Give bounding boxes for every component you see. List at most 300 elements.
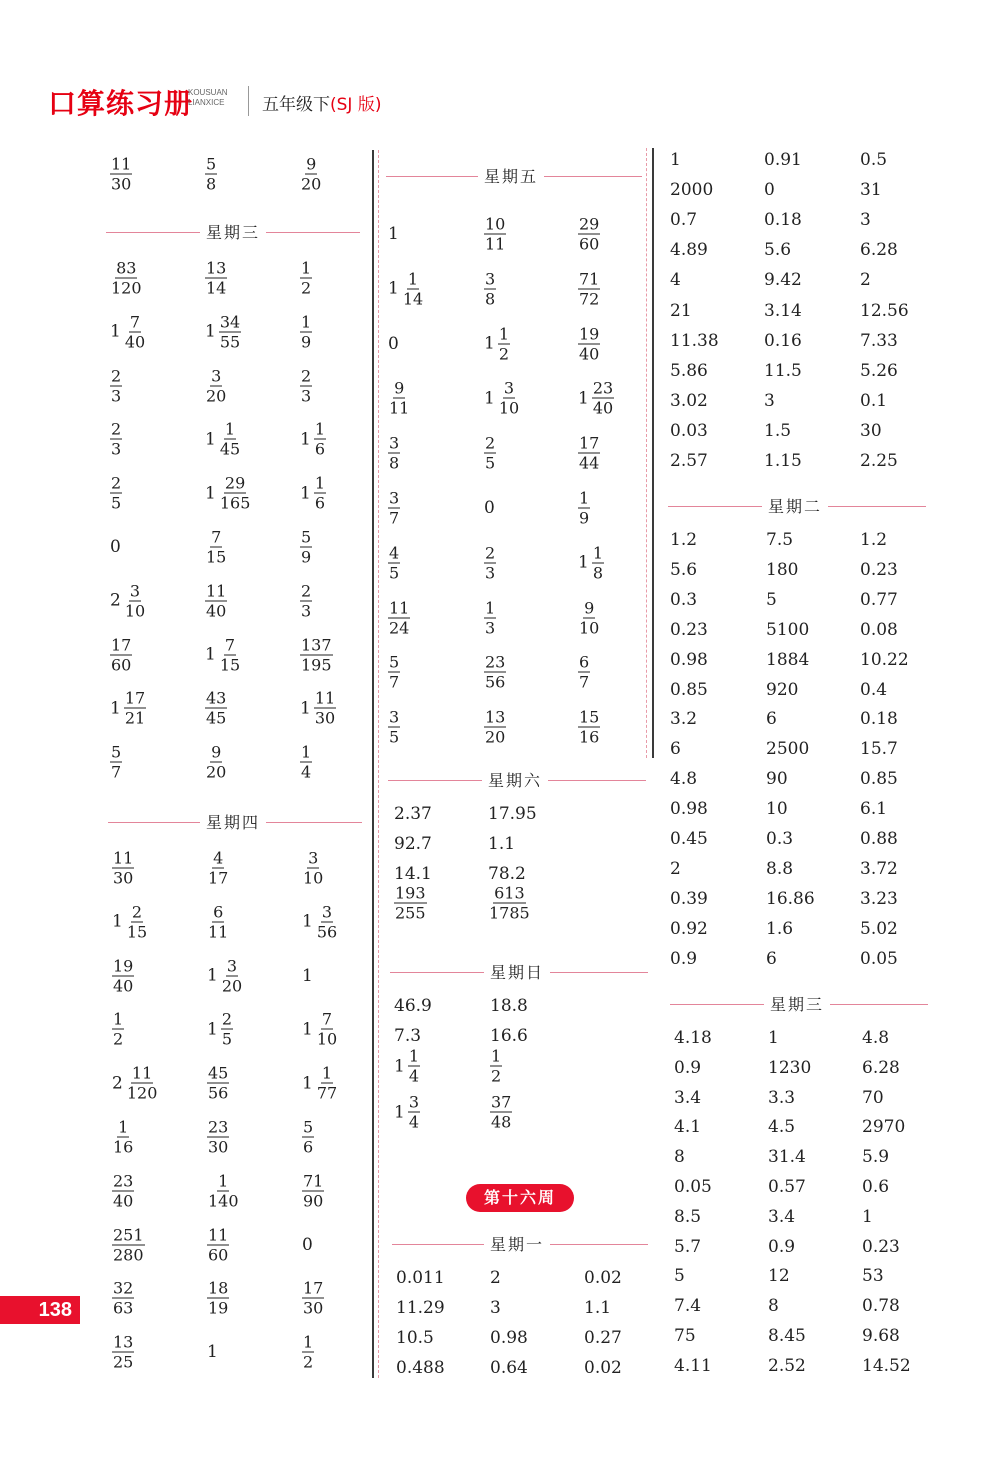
- numerator: 3: [389, 433, 400, 453]
- answer-number: 4.8: [862, 1028, 890, 1048]
- answer-fraction: [484, 379, 520, 418]
- answer-cell: [862, 1207, 873, 1227]
- fraction-body: [112, 1225, 145, 1264]
- fraction-body: [314, 689, 336, 728]
- answer-fraction: [110, 743, 122, 782]
- numerator: 6: [213, 902, 224, 922]
- answer-fraction: [578, 708, 600, 747]
- answer-cell: [860, 590, 898, 610]
- answer-cell: [302, 902, 338, 941]
- answer-number: 0.1: [860, 390, 888, 411]
- answer-cell: [302, 849, 324, 888]
- denominator: 56: [316, 922, 338, 942]
- answer-number: 1: [207, 1342, 218, 1363]
- denominator: 44: [579, 453, 600, 473]
- denominator: 45: [206, 708, 227, 728]
- answer-fraction: [205, 259, 227, 298]
- answer-cell: [860, 889, 898, 909]
- answer-cell: [300, 528, 312, 567]
- answer-fraction: [207, 956, 243, 995]
- answer-number: 11.38: [670, 330, 719, 351]
- answer-cell: [768, 1117, 795, 1137]
- fraction-body: [221, 956, 243, 995]
- fraction-body: [124, 581, 146, 620]
- answer-cell: [764, 270, 802, 290]
- fraction-body: [205, 155, 217, 194]
- fraction-body: [498, 324, 510, 363]
- book-title: 口算练习册: [48, 87, 194, 120]
- denominator: 10: [303, 868, 324, 888]
- answer-cell: [670, 680, 708, 700]
- answer-number: 10: [766, 799, 788, 820]
- answer-cell: [768, 1296, 779, 1316]
- whole-part: 1: [110, 698, 121, 719]
- answer-number: 75: [674, 1326, 696, 1346]
- answer-number: 6.1: [860, 799, 888, 820]
- fraction-body: [300, 366, 312, 405]
- answer-cell: [110, 537, 121, 557]
- whole-part: 1: [205, 644, 216, 665]
- answer-number: 11.29: [396, 1298, 445, 1318]
- answer-number: 0.45: [670, 829, 708, 849]
- answer-cell: [112, 1171, 134, 1210]
- answer-fraction: [302, 1118, 314, 1157]
- denominator: 20: [206, 762, 227, 782]
- answer-number: 0: [764, 180, 775, 201]
- answer-cell: [670, 620, 708, 640]
- answer-cell: [584, 1328, 622, 1348]
- answer-number: 0.03: [670, 420, 708, 441]
- answer-cell: [205, 689, 227, 728]
- fraction-body: [484, 708, 506, 747]
- fraction-body: [388, 708, 400, 747]
- answer-fraction: [207, 1225, 229, 1264]
- fraction-body: [484, 215, 506, 254]
- denominator: 14: [206, 278, 227, 298]
- answer-cell: [862, 1296, 900, 1316]
- fraction-body: [490, 1047, 502, 1086]
- answer-number: 3.4: [674, 1087, 702, 1108]
- answer-cell: [670, 180, 713, 200]
- answer-cell: [764, 421, 791, 441]
- denominator: 11: [485, 234, 506, 254]
- answer-number: 1: [670, 150, 681, 170]
- answer-fraction: [112, 1010, 124, 1049]
- answer-cell: [302, 1279, 324, 1318]
- numerator: 4: [389, 543, 400, 563]
- answer-number: 0.39: [670, 888, 708, 909]
- answer-number: 0.77: [860, 589, 898, 610]
- answer-cell: [205, 581, 227, 620]
- answer-cell: [764, 240, 791, 260]
- denominator: 3: [111, 439, 122, 459]
- version-text: (SJ 版): [330, 95, 382, 115]
- denominator: 2: [113, 1029, 124, 1049]
- answer-cell: [674, 1177, 712, 1197]
- numerator: 29: [579, 214, 600, 234]
- answer-number: 0.6: [862, 1177, 890, 1197]
- answer-number: 0.02: [584, 1268, 622, 1288]
- answer-cell: [766, 739, 809, 759]
- answer-fraction: [394, 1047, 420, 1086]
- answer-number: 6: [766, 709, 777, 730]
- section-title: 星期三: [764, 992, 830, 1015]
- fraction-body: [300, 312, 312, 351]
- answer-cell: [584, 1268, 622, 1288]
- answer-cell: [302, 1235, 313, 1255]
- answer-cell: [207, 1064, 229, 1103]
- column-divider-2: [652, 148, 654, 758]
- numerator: 7: [129, 312, 141, 332]
- denominator: 24: [389, 618, 410, 638]
- answer-cell: [674, 1266, 685, 1286]
- answer-fraction: [578, 543, 604, 582]
- answer-fraction: [205, 155, 217, 194]
- answer-fraction: [207, 902, 229, 941]
- answer-cell: [484, 653, 506, 692]
- numerator: 1: [314, 419, 326, 439]
- answer-cell: [862, 1266, 884, 1286]
- answer-cell: [207, 956, 243, 995]
- denominator: 15: [219, 655, 241, 675]
- answer-cell: [584, 1358, 622, 1378]
- answer-cell: [488, 804, 537, 824]
- fraction-body: [484, 653, 506, 692]
- answer-cell: [394, 834, 432, 854]
- answer-fraction: [578, 653, 590, 692]
- numerator: 34: [219, 312, 241, 332]
- answer-fraction: [110, 581, 146, 620]
- whole-part: 1: [388, 278, 399, 299]
- answer-number: 0.27: [584, 1328, 622, 1348]
- denominator: 10: [316, 1029, 338, 1049]
- answer-cell: [112, 1279, 134, 1318]
- answer-cell: [484, 598, 496, 637]
- denominator: 2: [491, 1066, 502, 1086]
- answer-number: 0.3: [766, 829, 794, 849]
- answer-fraction: [300, 635, 333, 674]
- fraction-body: [578, 708, 600, 747]
- section-header-col1_thu: [108, 810, 362, 834]
- numerator: 3: [389, 707, 400, 727]
- numerator: 5: [303, 1117, 314, 1137]
- answer-number: 5100: [766, 619, 810, 640]
- denominator: 5: [389, 727, 400, 747]
- answer-fraction: [207, 1279, 229, 1318]
- answer-number: 2: [490, 1268, 501, 1288]
- answer-cell: [766, 650, 809, 670]
- denominator: 4: [408, 1066, 420, 1086]
- fraction-body: [484, 269, 496, 308]
- numerator: 3: [211, 366, 222, 386]
- answer-cell: [205, 528, 227, 567]
- fraction-body: [207, 1064, 229, 1103]
- whole-part: 1: [484, 333, 495, 354]
- header-divider: [248, 86, 249, 116]
- numerator: 137: [301, 635, 332, 655]
- denominator: 9: [301, 547, 312, 567]
- whole-part: 2: [110, 590, 121, 611]
- book-pinyin: [188, 88, 248, 108]
- fraction-body: [388, 434, 400, 473]
- fraction-body: [302, 1333, 314, 1372]
- answer-fraction: [300, 743, 312, 782]
- answer-number: 11.5: [764, 360, 802, 381]
- fraction-body: [124, 689, 146, 728]
- numerator: 11: [111, 154, 132, 174]
- answer-cell: [110, 474, 122, 513]
- answer-cell: [766, 590, 777, 610]
- answer-cell: [768, 1266, 790, 1286]
- fraction-body: [592, 543, 604, 582]
- fraction-body: [219, 312, 241, 351]
- answer-number: 1: [388, 224, 399, 244]
- answer-cell: [860, 709, 898, 729]
- answer-fraction: [207, 849, 229, 888]
- denominator: 120: [111, 278, 142, 298]
- answer-number: 7.4: [674, 1296, 702, 1317]
- answer-number: 2.52: [768, 1355, 806, 1376]
- whole-part: 1: [394, 1056, 405, 1076]
- answer-number: 16.6: [490, 1026, 528, 1046]
- answer-fraction: [112, 956, 134, 995]
- section-header-col1_wed: [106, 220, 360, 244]
- fraction-body: [110, 635, 132, 674]
- denominator: 5: [389, 563, 400, 583]
- answer-cell: [394, 1093, 420, 1132]
- answer-cell: [578, 598, 600, 637]
- answer-fraction: [300, 259, 312, 298]
- answer-cell: [768, 1237, 795, 1257]
- whole-part: 1: [302, 911, 313, 932]
- denominator: 1785: [489, 903, 530, 923]
- denominator: 2: [301, 278, 312, 298]
- answer-cell: [862, 1088, 884, 1108]
- fraction-body: [112, 1171, 134, 1210]
- numerator: 2: [485, 543, 496, 563]
- answer-cell: [670, 331, 719, 351]
- answer-cell: [490, 1026, 528, 1046]
- answer-fraction: [388, 708, 400, 747]
- answer-cell: [766, 530, 793, 550]
- answer-number: 4.11: [674, 1355, 712, 1376]
- denominator: 10: [124, 601, 146, 621]
- numerator: 3: [389, 488, 400, 508]
- fraction-body: [207, 1171, 240, 1210]
- answer-number: 3: [764, 390, 775, 411]
- denominator: 19: [208, 1298, 229, 1318]
- answer-fraction: [300, 366, 312, 405]
- answer-number: 0.88: [860, 829, 898, 849]
- answer-number: 5.6: [764, 240, 792, 261]
- answer-cell: [396, 1268, 445, 1288]
- answer-number: 0.05: [860, 948, 898, 969]
- numerator: 71: [303, 1171, 324, 1191]
- answer-number: 9.42: [764, 270, 802, 291]
- answer-cell: [862, 1356, 911, 1376]
- answer-fraction: [205, 528, 227, 567]
- denominator: 6: [303, 1137, 314, 1157]
- numerator: 9: [584, 598, 595, 618]
- answer-cell: [388, 379, 410, 418]
- answer-number: 1.6: [766, 918, 794, 939]
- answer-cell: [670, 530, 697, 550]
- answer-number: 0.02: [584, 1358, 622, 1378]
- fraction-body: [490, 1093, 512, 1132]
- answer-fraction: [300, 474, 326, 513]
- numerator: 2: [111, 473, 122, 493]
- numerator: 2: [221, 1009, 233, 1029]
- answer-fraction: [110, 312, 146, 351]
- answer-cell: [205, 474, 251, 513]
- whole-part: 1: [302, 1073, 313, 1094]
- answer-fraction: [205, 689, 227, 728]
- answer-fraction: [578, 269, 600, 308]
- denominator: 8: [592, 563, 604, 583]
- numerator: 1: [301, 312, 312, 332]
- fraction-body: [300, 743, 312, 782]
- answer-fraction: [484, 434, 496, 473]
- numerator: 10: [485, 214, 506, 234]
- answer-fraction: [388, 598, 410, 637]
- denominator: 3: [301, 601, 312, 621]
- fraction-body: [484, 434, 496, 473]
- answer-cell: [300, 743, 312, 782]
- answer-cell: [205, 635, 241, 674]
- answer-cell: [670, 421, 708, 441]
- answer-cell: [860, 650, 909, 670]
- answer-number: 0.91: [764, 150, 802, 170]
- answer-fraction: [112, 849, 134, 888]
- denominator: 15: [206, 547, 227, 567]
- answer-number: 0.9: [674, 1057, 702, 1078]
- answer-cell: [484, 708, 506, 747]
- answer-number: 4.1: [674, 1117, 702, 1138]
- answer-fraction: [207, 1010, 233, 1049]
- answer-cell: [768, 1058, 811, 1078]
- answer-fraction: [490, 1047, 502, 1086]
- answer-fraction: [394, 1093, 420, 1132]
- answer-cell: [766, 560, 798, 580]
- answer-cell: [484, 269, 496, 308]
- denominator: 60: [208, 1245, 229, 1265]
- fraction-body: [124, 312, 146, 351]
- column-divider-1-dash: [378, 150, 379, 1378]
- denominator: 195: [301, 655, 332, 675]
- denominator: 8: [389, 453, 400, 473]
- answer-cell: [490, 996, 528, 1016]
- answer-cell: [205, 259, 227, 298]
- fraction-body: [112, 1333, 134, 1372]
- answer-cell: [860, 560, 898, 580]
- answer-cell: [207, 902, 229, 941]
- answer-number: 2.57: [670, 451, 708, 471]
- fraction-body: [302, 1279, 324, 1318]
- answer-number: 4.5: [768, 1117, 796, 1138]
- answer-number: 12: [768, 1266, 790, 1287]
- answer-number: 1.5: [764, 420, 792, 441]
- numerator: 3: [485, 269, 496, 289]
- denominator: 4: [408, 1112, 420, 1132]
- numerator: 11: [206, 581, 227, 601]
- answer-cell: [860, 150, 887, 170]
- answer-cell: [670, 889, 708, 909]
- answer-number: 0.57: [768, 1177, 806, 1197]
- answer-cell: [302, 1333, 314, 1372]
- numerator: 19: [579, 324, 600, 344]
- answer-fraction: [578, 324, 600, 363]
- answer-cell: [110, 312, 146, 351]
- answer-number: 0.85: [670, 679, 708, 700]
- answer-cell: [766, 919, 793, 939]
- answer-cell: [674, 1356, 712, 1376]
- fraction-body: [112, 849, 134, 888]
- answer-number: 5.9: [862, 1147, 890, 1168]
- denominator: 30: [111, 174, 132, 194]
- denominator: 77: [316, 1083, 338, 1103]
- answer-number: 2000: [670, 180, 714, 201]
- answer-cell: [302, 1171, 324, 1210]
- answer-cell: [584, 1298, 611, 1318]
- denominator: 63: [113, 1298, 134, 1318]
- answer-number: 6: [670, 739, 681, 760]
- answer-fraction: [300, 581, 312, 620]
- numerator: 9: [394, 378, 405, 398]
- answer-cell: [860, 240, 898, 260]
- whole-part: 1: [207, 1019, 218, 1040]
- denominator: 11: [208, 922, 229, 942]
- answer-cell: [862, 1237, 900, 1257]
- answer-cell: [860, 451, 898, 471]
- denominator: 7: [389, 672, 400, 692]
- answer-number: 0.9: [670, 948, 698, 969]
- denominator: 9: [301, 332, 312, 352]
- answer-cell: [674, 1147, 685, 1167]
- numerator: 3: [321, 902, 333, 922]
- answer-cell: [670, 590, 697, 610]
- answer-cell: [860, 361, 898, 381]
- answer-number: 21: [670, 300, 692, 321]
- denominator: 45: [219, 439, 241, 459]
- fraction-body: [110, 366, 122, 405]
- fraction-body: [578, 653, 590, 692]
- answer-number: 4.89: [670, 240, 708, 261]
- numerator: 3: [308, 848, 319, 868]
- denominator: 20: [485, 727, 506, 747]
- section-title: 星期三: [200, 220, 266, 243]
- answer-cell: [670, 739, 681, 759]
- answer-cell: [112, 1225, 145, 1264]
- answer-cell: [578, 379, 614, 418]
- answer-cell: [764, 301, 802, 321]
- denominator: 7: [579, 672, 590, 692]
- answer-cell: [766, 799, 788, 819]
- denominator: 6: [314, 439, 326, 459]
- denominator: 10: [579, 618, 600, 638]
- answer-cell: [394, 1047, 420, 1086]
- answer-number: 0.9: [768, 1236, 796, 1257]
- answer-number: 0: [110, 537, 121, 557]
- numerator: 9: [211, 742, 222, 762]
- numerator: 1: [113, 1009, 124, 1029]
- answer-cell: [764, 451, 802, 471]
- section-title: 星期一: [484, 1232, 550, 1255]
- answer-cell: [670, 799, 708, 819]
- numerator: 7: [211, 527, 222, 547]
- answer-cell: [578, 269, 600, 308]
- answer-fraction: [205, 312, 241, 351]
- answer-cell: [764, 150, 802, 170]
